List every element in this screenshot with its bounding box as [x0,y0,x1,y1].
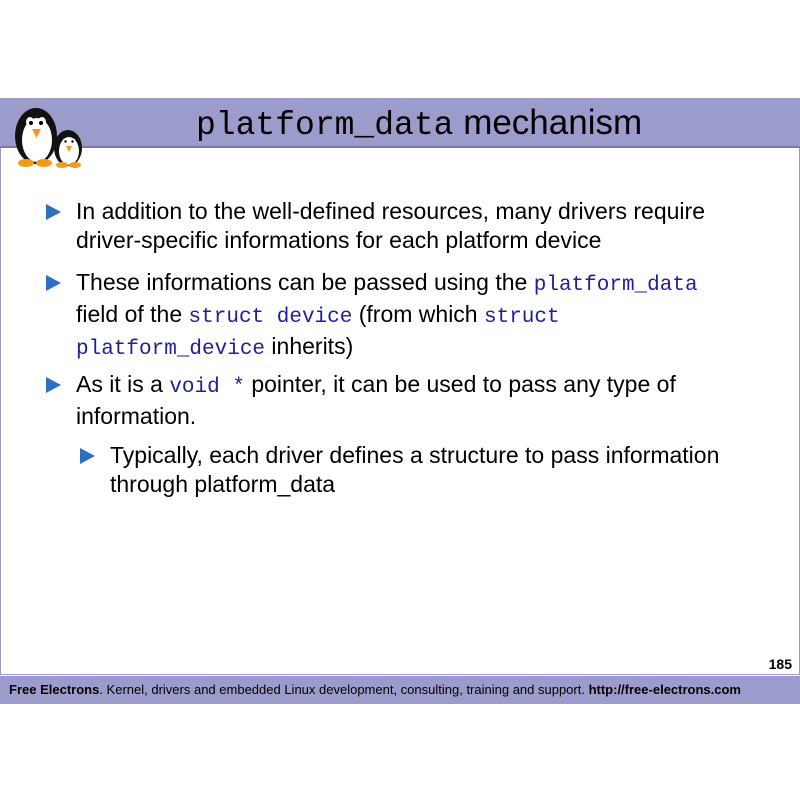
bullet-2-text: These informations can be passed using the [76,269,534,295]
code-platform-device: platform_device [76,338,266,361]
title-text: mechanism [463,103,643,142]
bullet-2-text: field of the [76,301,189,327]
footer-bar [0,676,800,704]
bullet-2-line-1 [76,268,698,300]
bullet-2-text: (from which [352,301,484,327]
footer-url-link[interactable]: http://free-electrons.com [588,682,741,697]
bullet-2-line-2 [76,300,698,332]
footer-brand: Free Electrons [9,682,100,697]
code-struct: struct [484,306,560,329]
bullet-1 [76,197,705,255]
title-bar [0,98,800,148]
bullet-1-line-1: In addition to the well-defined resources, many drivers require [76,198,705,224]
footer-text [0,676,800,704]
code-struct-device: struct device [188,306,353,329]
bullet-3-line-2: information. [76,403,197,429]
title-code: platform_data [196,107,454,144]
bullet-arrow-icon [44,203,62,221]
sub-bullet-arrow-icon [78,447,96,465]
bullet-arrow-icon [44,376,62,394]
sub-bullet-1-line-1: Typically, each driver defines a structure to pass information [110,442,720,468]
bullet-2 [76,268,698,364]
sub-bullet-1-line-2: through platform_data [110,471,336,497]
bullet-2-line-3 [76,332,698,364]
code-void-pointer: void * [169,376,245,399]
bullet-3-line-1 [76,370,676,402]
slide-title [196,102,642,147]
page-number: 185 [768,656,792,672]
bullet-2-text: inherits) [265,333,354,359]
bullet-3-text: As it is a [76,371,170,397]
slide [0,98,800,706]
sub-bullet-1 [110,441,719,499]
code-platform-data: platform_data [533,274,698,297]
bullet-1-line-2: driver-specific informations for each platform device [76,227,602,253]
bullet-3-text: pointer, it can be used to pass any type of [244,371,676,397]
bullet-3 [76,370,676,431]
footer-description: . Kernel, drivers and embedded Linux development, consulting, training and support. [99,682,589,697]
bullet-arrow-icon [44,274,62,292]
